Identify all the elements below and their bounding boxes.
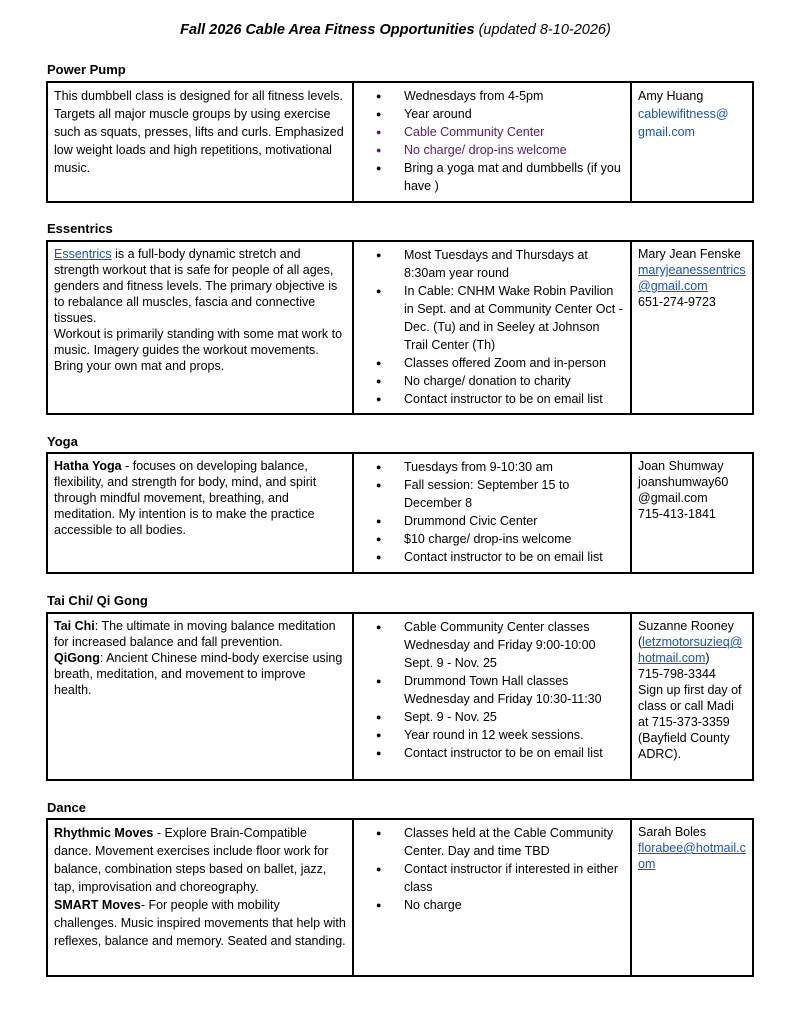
rhythmic-class-desc: - Explore Brain-Compatible dance. Movement exercises include floor work for balance, combination steps based on ballet, jazz, tap, improvisation and choreography.	[54, 826, 329, 894]
contact-email-link[interactable]: cablewifitness@ gmail.com	[638, 107, 729, 139]
contact-name: Suzanne Rooney	[638, 619, 734, 633]
paren-open: (	[638, 635, 643, 649]
taichi-table	[46, 612, 754, 781]
power-pump-contact	[631, 82, 753, 202]
smart-class-desc: - For people with mobility challenges. Music inspired movements that help with reflexes, balance and memory. Seated and standing.	[54, 898, 346, 948]
contact-email-link[interactable]: letzmotorsuzieq@hotmail.com	[638, 635, 743, 665]
qigong-class-desc: : Ancient Chinese mind-body exercise using breath, meditation, and movement to improve health.	[54, 651, 343, 697]
contact-email-link[interactable]: maryjeanessentrics@gmail.com	[638, 263, 746, 293]
section-heading-yoga: Yoga	[47, 434, 78, 449]
detail-item: ● Fall session: September 15 to December 8	[364, 476, 624, 512]
smart-class-name: SMART Moves	[54, 898, 141, 912]
yoga-contact	[631, 453, 753, 573]
essentrics-contact	[631, 241, 753, 414]
essentrics-description-text: is a full-body dynamic stretch and strength workout that is safe for people of all ages, genders and fitness levels. The primary objective is to rebalance all muscles, fascia and connective tissues.	[54, 247, 338, 325]
detail-item: ● Year round in 12 week sessions.	[364, 726, 624, 744]
detail-item: ● Classes offered Zoom and in-person	[364, 354, 624, 372]
title-updated: (updated 8-10-2026)	[478, 22, 611, 38]
section-heading-essentrics: Essentrics	[47, 221, 113, 236]
yoga-table	[46, 452, 754, 574]
detail-item: ● No charge	[364, 896, 624, 914]
detail-item: ● Year around	[364, 105, 624, 123]
detail-item: ● Sept. 9 - Nov. 25	[364, 708, 624, 726]
detail-item: ● Classes held at the Cable Community Center. Day and time TBD	[364, 824, 624, 860]
contact-email: joanshumway60 @gmail.com	[638, 475, 729, 505]
title-main: Fall 2026 Cable Area Fitness Opportunities	[180, 22, 475, 38]
detail-item: ● No charge/ drop-ins welcome	[364, 141, 624, 159]
dance-contact	[631, 819, 753, 976]
qigong-class-name: QiGong	[54, 651, 100, 665]
taichi-class-name: Tai Chi	[54, 619, 95, 633]
detail-item: ● In Cable: CNHM Wake Robin Pavilion in Sept. and at Community Center Oct - Dec. (Tu) and in Seeley at Johnson Trail Center (Th)	[364, 282, 624, 354]
dance-description	[47, 819, 353, 976]
contact-phone: 715-798-3344	[638, 667, 716, 681]
detail-item: ● $10 charge/ drop-ins welcome	[364, 530, 624, 548]
taichi-class-desc: : The ultimate in moving balance meditation for increased balance and fall prevention.	[54, 619, 336, 649]
detail-item: ● Most Tuesdays and Thursdays at 8:30am year round	[364, 246, 624, 282]
paren-close: )	[705, 651, 710, 665]
essentrics-details	[353, 241, 631, 414]
detail-item: ● Drummond Town Hall classes Wednesday and Friday 10:30-11:30	[364, 672, 624, 708]
essentrics-description-2: Workout is primarily standing with some mat work to music. Imagery guides the workout movements. Bring your own mat and props.	[54, 327, 343, 373]
yoga-class-name: Hatha Yoga	[54, 459, 122, 473]
taichi-contact	[631, 613, 753, 780]
dance-table	[46, 818, 754, 977]
essentrics-link[interactable]: Essentrics	[54, 247, 112, 261]
contact-note: Sign up first day of class or call Madi at 715-373-3359 (Bayfield County ADRC).	[638, 683, 742, 761]
essentrics-description	[47, 241, 353, 414]
detail-item: ● Contact instructor to be on email list	[364, 390, 624, 408]
detail-item: ● Contact instructor to be on email list	[364, 548, 624, 566]
contact-phone: 651-274-9723	[638, 295, 716, 309]
contact-phone: 715-413-1841	[638, 507, 716, 521]
taichi-description	[47, 613, 353, 780]
detail-item: ● Contact instructor to be on email list	[364, 744, 624, 762]
contact-name: Joan Shumway	[638, 459, 724, 473]
contact-name: Amy Huang	[638, 89, 704, 103]
detail-item: ● Contact instructor if interested in either class	[364, 860, 624, 896]
essentrics-table	[46, 240, 754, 415]
detail-item: ● Tuesdays from 9-10:30 am	[364, 458, 624, 476]
detail-item: ● Bring a yoga mat and dumbbells (if you have )	[364, 159, 624, 195]
dance-details	[353, 819, 631, 976]
section-heading-power-pump: Power Pump	[47, 62, 126, 77]
detail-item: ● Cable Community Center classes Wednesday and Friday 9:00-10:00 Sept. 9 - Nov. 25	[364, 618, 624, 672]
power-pump-description: This dumbbell class is designed for all fitness levels. Targets all major muscle groups by using exercise such as squats, presses, lifts and curls. Emphasized low weight loads and high repetitions, motivational music.	[47, 82, 353, 202]
contact-name: Mary Jean Fenske	[638, 247, 741, 261]
yoga-description	[47, 453, 353, 573]
taichi-details	[353, 613, 631, 780]
section-heading-dance: Dance	[47, 800, 87, 815]
detail-item: ● Drummond Civic Center	[364, 512, 624, 530]
contact-email-link[interactable]: florabee@hotmail.com	[638, 841, 746, 871]
power-pump-table	[46, 81, 754, 203]
power-pump-details	[353, 82, 631, 202]
rhythmic-class-name: Rhythmic Moves	[54, 826, 154, 840]
detail-item: ● Cable Community Center	[364, 123, 624, 141]
contact-name: Sarah Boles	[638, 825, 707, 839]
section-heading-taichi: Tai Chi/ Qi Gong	[47, 593, 148, 608]
page-title	[0, 22, 791, 38]
yoga-details	[353, 453, 631, 573]
detail-item: ● No charge/ donation to charity	[364, 372, 624, 390]
detail-item: ● Wednesdays from 4-5pm	[364, 87, 624, 105]
yoga-description-text: - focuses on developing balance, flexibility, and strength for body, mind, and spirit through mindful movement, breathing, and meditation. My intention is to make the practice accessible to all bodies.	[54, 459, 317, 537]
